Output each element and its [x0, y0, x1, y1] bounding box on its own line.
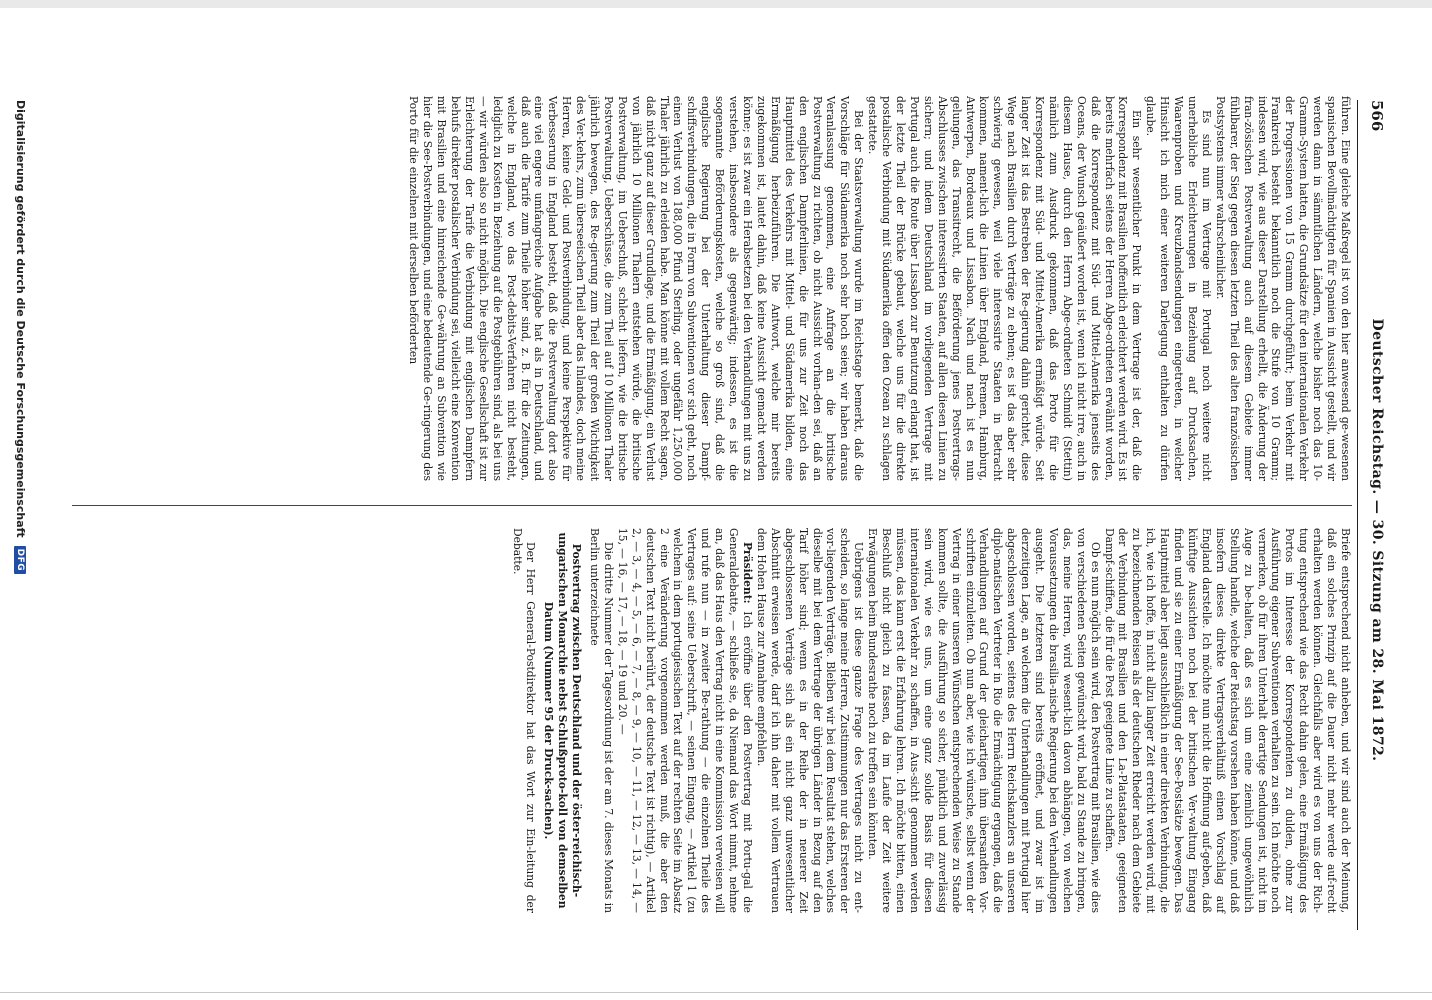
right-paragraph-1: Briefe entsprechend nicht anheben, und wir sind auch der Meinung, daß ein solches Prinzip auf die Dauer nicht mehr werde auf-recht erhalten werden können. Gleichfalls aber wird es von uns der Rich-tung entsprechend wie das Recht dahin gelen, eine Ermäßigung des Portos im Interesse der Korrespondenten zu dulden, ohne zur Ausführung eigener Subventionen verhalten zu sein. Ich möchte noch vermerken, ob für ihren Unterhalt derartige Sendungen ist, nicht im Auge zu be-halten, daß es sich um eine ziemlich ungewöhnlich Stellung handle, welche der Reichstag vorsehen haben könne, und daß insofern dieses direkte Vertragsverhältniß einen Vorschlag auf England darstelle. Ich möchte nun nicht die Hoffnung auf-geben, daß künftige Aussichten noch bei der britischen Ver-waltung Eingang finden und sie zu einer Ermäßigung der See-Postsätze bewegen. Das Hauptmittel aber liegt ausschließlich in einer direkten Verbindung, die ich, wie ich hoffe, in nicht allzu langer Zeit erreicht werden wird, mit zu bezeichnenden Reisen als der deutschen Rheder nach dem Gebiete der Verbindung mit Brasilien und den La-Platastaaten, geeigneten Dampf-schiffen, die für die Post geeignete Linie zu schaffen. — [1102, 528, 1352, 913]
president-text: Ich eröffne über den Postvertrag mit Portu-gal die Generaldebatte, — schließe sie, da Niemand das Wort nimmt, nehme an, daß das Haus den Vertrag nicht in eine Kommission verweisen will und rufe nun — in zweiter Be-rathung — die einzelnen Theile des Vertrages auf: seine Ueberschrift, — seinen Eingang, — Artikel 1 (zu welchem in dem portugiesischen Text auf der rechten Seite im Absatz 2 eine Veränderung vorgenommen werden muß, die aber den deutschen Text nicht berührt, der deutsche Text ist richtig), — Artikel 2, — 3, — 4, — 5, — 6, — 7, — 8, — 9, — 10, — 11, — 12, — 13, — 14, — 15, — 16, — 17, — 18, — 19 und 20. — — [615, 528, 755, 913]
dfg-logo: DFG — [15, 546, 27, 575]
left-paragraph-2: Es sind nun im Vertrage mit Portugal noch weitere nicht unerhebliche Erleichterungen in Beziehung auf Drucksachen, Waarenproben und Kreuzbandsendungen eingetreten, in welcher Hinsicht ich mich einer weiteren Darlegung enthalten zu dürfen glaube. — [1144, 96, 1213, 481]
page-header — [1362, 100, 1392, 920]
agenda-intro: Die dritte Nummer der Tagesordnung ist der am 7. dieses Monats in Berlin unterzeichnete — [588, 528, 615, 913]
header-rule — [1357, 100, 1358, 930]
left-paragraph-4: Bei der Staatsverwaltung wurde im Reichstage bemerkt, daß die Vorschläge für Südamerika noch sehr hoch seien; wir haben daraus Veranlassung genommen, eine Anfrage an die britische Postverwaltung zu richten, ob nicht Aussicht vorhan-den sei, daß an den englischen Dampferlinien, die für uns zur Zeit noch das Hauptmittel des Verkehrs mit Mittel- und Südamerika bilden, eine Ermäßigung herbeizuführen. Die Antwort, welche mir bereits zugekommen ist, lautet dahin, daß keine Aussicht gemacht werden könne; es ist zwar ein Herabsetzen bei den Verhandlungen mit uns zu verstehen, insbesondere als gegenwärtig; indessen, es ist die sogenannte Beförderungskosten, welche so groß sind, daß die englische Regierung bei der Unterhaltung dieser Dampf-schiffsverbindungen, die in Form von Subventionen vor sich geht, noch einen Verlust von 188,000 Pfund Sterling, oder ungefähr 1,250,000 Thaler jährlich zu erleiden habe. Man könne mit vollem Recht sagen, daß nicht ganz auf dieser Grundlage, und die Ermäßigung, ein Verlust von jährlich 10 Millionen Thalern entstehen würde, die britische Postverwaltung, im Ueberschuß, schlecht liefern, wie die britische Postverwaltung, Ueberschüsse, die zum Theil auf 10 Millionen Thaler jährlich bewegen, des Re-gierung zum Theil der großen Wichtigkeit des Ver-kehrs, zum überseeischen Theil aber das Inlandes, doch meine Herren, keine Geld- und Postverbindung, und keine Perspektive für Verbesserung in England besteht, daß die Postverwaltung dort also eine viel engere umfangreiche Aufgabe hat als in Deutschland, und daß auch die Tarife zum Theile höher sind, z. B. für die Zeitungen, welche in England, wo das Post-debits-Verfahren nicht besteht, lediglich zu Kosten in Beziehung auf die Postgebühren sind, als bei uns — wir würden also so nicht möglich. Die englische Gesellschaft ist zur Erleichterung der Tarife die Verbindung mit englischen Dampfern behufs direkter postalischer Verbindung sei, vielleicht eine Konvention mit Brasilien und eine hinreichende Ge-währung an Subvention wie hier die See-Postverbindungen, und eine bedeutende Ge-ringerung des Porto für die einzelnen mit derselben beförderten — [407, 96, 866, 481]
left-paragraph-3: Ein sehr wesentlicher Punkt in dem Vertrage ist der, daß die Korrespondenz mit Brasilien hoffentlich erleichtert werden wird. Es ist bereits mehrfach seitens der Herren Abge-ordneten erwähnt worden, daß die Korrespondenz mit Süd- und Mittel-Amerika jenseits des Oceans, der Wunsch geäußert worden ist, wenn ich nicht irre, auch in diesem Hause, durch den Herrn Abge-ordneten Schmidt (Stettin) nämlich zum Ausdruck gekommen, daß das Porto für die Korrespondenz mit Süd- und Mittel-Amerika ermäßigt würde. Seit langer Zeit ist das Bestreben der Re-gierung dahin gerichtet, diese Wege nach Brasilien durch Verträge zu ebnen; es ist das aber sehr schwierig gewesen, weil viele interessirte Staaten in Betracht kommen, nament-lich die Linien über England, Bremen, Hamburg, Antwerpen, Bordeaux und Lissabon. Nach und nach ist es nun gelungen, das Transitrecht, die Beförderung jenes Postvertrags-Abschlusses zwischen interessirten Staaten, auf allen diesen Linien zu sichern; und indem Deutschland im vorliegenden Vertrage mit Portugal auch die Route über Lissabon zur Benutzung erlangt hat, ist der letzte Theil der Brücke gebaut, welche uns für die direkte postalische Verbindung mit Südamerika offen den Ozean zu schlagen gestattete. — [866, 96, 1144, 481]
page-edge-line — [0, 992, 1432, 993]
right-paragraph-2: Ob es nun möglich sein wird, den Postvertrag mit Brasilien, wie dies von verschiedenen Seiten gewünscht wird, bald zu Stande zu bringen, das, meine Herren, wird wesent-lich davon abhängen, von welchen Voraussetzungen die brasilia-nische Regierung bei den Verhandlungen ausgeht. Die letzteren sind bereits eröffnet, und zwar ist im derzeitigen Lage, an welchem die Unterhandlungen mit Portugal hier abgeschlossen worden, seitens des Herrn Reichskanzlers an unseren diplo-matischen Vertreter in Rio die Ermächtigung ergangen, daß die Verhandlungen auf Grund der gleichartigen ihm übersandten Vor-schriften einzuleiten. Ob nun aber, wie ich wünsche, selbst wenn der Vertrag in einer unseren Wünschen entsprechenden Weise zu Stande kommen sollte, die Ausführung so sicher, pünktlich und zuverlässig sein wird, wie es uns, um eine ganz solide Basis für diesen internationalen Verkehr zu schaffen, in Aus-sicht genommen werden müssen, das kann erst die Erfahrung lehren. Ich möchte bitten, einen Beschluß nicht gleich zu fassen, da im Laufe der Zeit weitere Erwägungen beim Bundesrathe noch zu treffen sein könnten. — [866, 528, 1102, 913]
right-paragraph-3: Uebrigens ist diese ganze Frage des Vertrages nicht zu ent-scheiden, so lange meine Herren, Zustimmungen nur das Ersteren der vor-liegenden Verträge. Bleiben wir bei dem Resultat stehen, welches dieselbe mit bei dem Vertrage der übrigen Länder in Bezug auf den Tarif höher sind; wenn es in der Reihe der in neuerer Zeit abgeschlossenen Verträge sich als ein nicht ganz unwesentlicher Abschnitt erweisen werde, darf ich ihn daher mit vollem Vertrauen dem Hohen Hause zur Annahme empfehlen. — [754, 528, 866, 913]
footer — [14, 100, 27, 574]
left-column — [102, 96, 1352, 481]
scan-edge — [0, 0, 1432, 8]
page-number: 566 — [1368, 100, 1386, 132]
speaker-name: Präsident: — [741, 542, 755, 604]
running-head: Deutscher Reichstag. — 30. Sitzung am 28. Mai 1872. — [1369, 318, 1385, 762]
president-paragraph — [615, 528, 754, 913]
column-divider — [72, 505, 1352, 506]
left-paragraph-1: führen. Eine gleiche Maßregel ist von den hier anwesend ge-wesenen spanischen Bevollmächtigten für Spanien in Aussicht gestellt, und wir werden dann in sämmtlichen Ländern, welche bisher noch das 10-Gramm-System hatten, die Grundsätze für den internationalen Verkehr der Progressionen von 15 Gramm durchgeführt; beim Verkehr mit Frankreich besteht bekanntlich noch die Stufe von 10 Gramm; indessen wird, wie aus dieser Darstellung erhellt, die Änderung der fran-zösischen Postverwaltung auch auf diesem Gebiete immer fühlbarer, der Sieg gegen diesen letzten Theil des alten französischen Postsystems immer wahrscheinlicher. — [1213, 96, 1352, 481]
agenda-title: Postvertrag zwischen Deutschland und der öster-reichisch-ungarischen Monarchie nebst Schlußproto-koll von demselben Datum (Nummer 95 der Druck-sachen). — [542, 532, 584, 909]
closing-paragraph: Der Herr General-Postdirektor hat das Wort zur Ein-leitung der Debatte. — [510, 528, 538, 913]
right-column — [232, 528, 1352, 913]
footer-text: Digitalisierung gefördert durch die Deutsche Forschungsgemeinschaft — [14, 100, 27, 538]
